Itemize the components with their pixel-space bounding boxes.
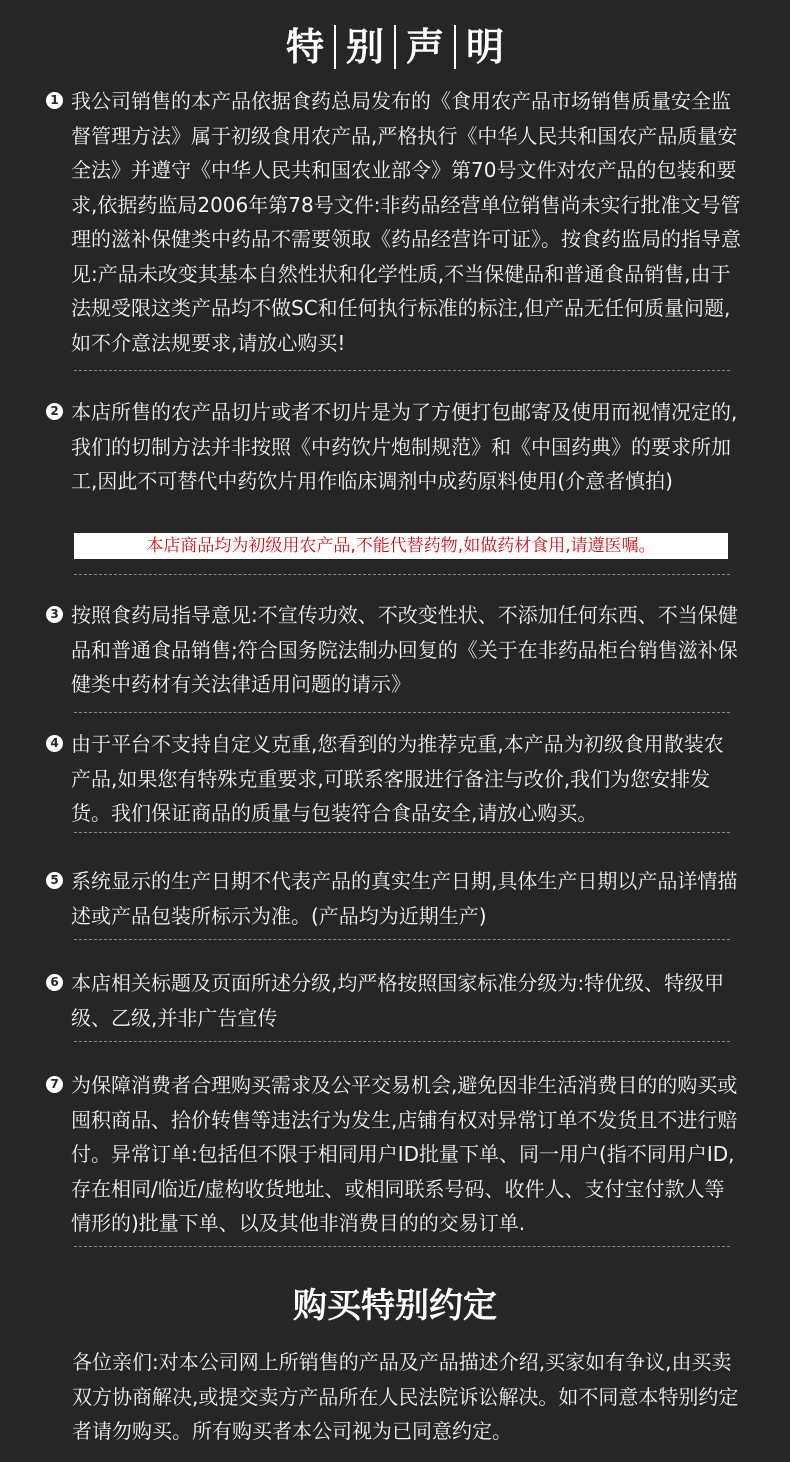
warning-notice: 本店商品均为初级用农产品,不能代替药物,如做药材食用,请遵医嘱。 — [74, 533, 728, 559]
clause-text: 系统显示的生产日期不代表产品的真实生产日期,具体生产日期以产品详情描述或产品包装所标示为准。(产品均为近期生产) — [71, 869, 738, 928]
clause-text: 本店相关标题及页面所述分级,均严格按照国家标准分级为:特优级、特级甲级、乙级,并非广告宣传 — [71, 971, 725, 1030]
clause-text: 本店所售的农产品切片或者不切片是为了方便打包邮寄及使用而视情况定的,我们的切制方法并非按照《中药饮片炮制规范》和《中国药典》的要求所加工,因此不可替代中药饮片用作临床调剂中成药原料使用(介意者慎拍) — [71, 400, 738, 493]
clause-text: 我公司销售的本产品依据食药总局发布的《食用农产品市场销售质量安全监督管理方法》属于初级食用农产品,严格执行《中华人民共和国农产品质量安全法》并遵守《中华人民共和国农业部令》第70号文件对农产品的包装和要求,依据药监局2006年第78号文件:非药品经营单位销售尚未实行批准文号管理的滋补保健类中药品不需要领取《药品经营许可证》。按食药监局的指导意见:产品未改变其基本自然性状和化学性质,不当保健品和普通食品销售,由于法规受限这类产品均不做SC和任何执行标准的标注,但产品无任何质量问题,如不介意法规要求,请放心购买! — [71, 89, 741, 355]
clause-text: 按照食药局指导意见:不宣传功效、不改变性状、不添加任何东西、不当保健品和普通食品销售;符合国务院法制办回复的《关于在非药品柜台销售滋补保健类中药材有关法律适用问题的请示》 — [71, 603, 738, 696]
dashed-divider — [74, 1041, 730, 1042]
clause-number-icon: 6 — [46, 974, 63, 991]
agreement-title: 购买特别约定 — [293, 1286, 497, 1326]
clause-text: 为保障消费者合理购买需求及公平交易机会,避免因非生活消费目的的购买或囤积商品、拾价转售等违法行为发生,店铺有权对异常订单不发货且不进行赔付。异常订单:包括但不限于相同用户ID批量下单、同一用户(指不同用户ID,存在相同/临近/虚构收货地址、或相同联系号码、收件人、支付宝付款人等情形的)批量下单、以及其他非消费目的的交易订单. — [71, 1073, 738, 1235]
title-char: 特 — [285, 25, 324, 69]
clause-number-icon: 7 — [46, 1076, 63, 1093]
dashed-divider — [74, 1246, 730, 1247]
clause-number-icon: 1 — [46, 92, 63, 109]
page-title — [0, 18, 790, 76]
clause-number-icon: 2 — [46, 403, 63, 420]
clause-number-icon: 4 — [46, 735, 63, 752]
clause-number-icon: 3 — [46, 606, 63, 623]
dashed-divider — [74, 832, 730, 833]
clause-text: 由于平台不支持自定义克重,您看到的为推荐克重,本产品为初级食用散装农产品,如果您有特殊克重要求,可联系客服进行备注与改价,我们为您安排发货。我们保证商品的质量与包装符合食品安全,请放心购买。 — [71, 732, 724, 825]
agreement-text: 各位亲们:对本公司网上所销售的产品及产品描述介绍,买家如有争议,由买卖双方协商解决,或提交卖方产品所在人民法院诉讼解决。如不同意本特别约定者请勿购买。所有购买者本公司视为已同意约定。 — [72, 1350, 739, 1443]
title-char: 声 — [406, 25, 445, 69]
dashed-divider — [74, 712, 730, 713]
clause-number-icon: 5 — [46, 872, 63, 889]
dashed-divider — [74, 370, 730, 371]
dashed-divider — [74, 574, 730, 575]
title-char: 明 — [466, 25, 505, 69]
title-char: 别 — [345, 25, 384, 69]
dashed-divider — [74, 939, 730, 940]
